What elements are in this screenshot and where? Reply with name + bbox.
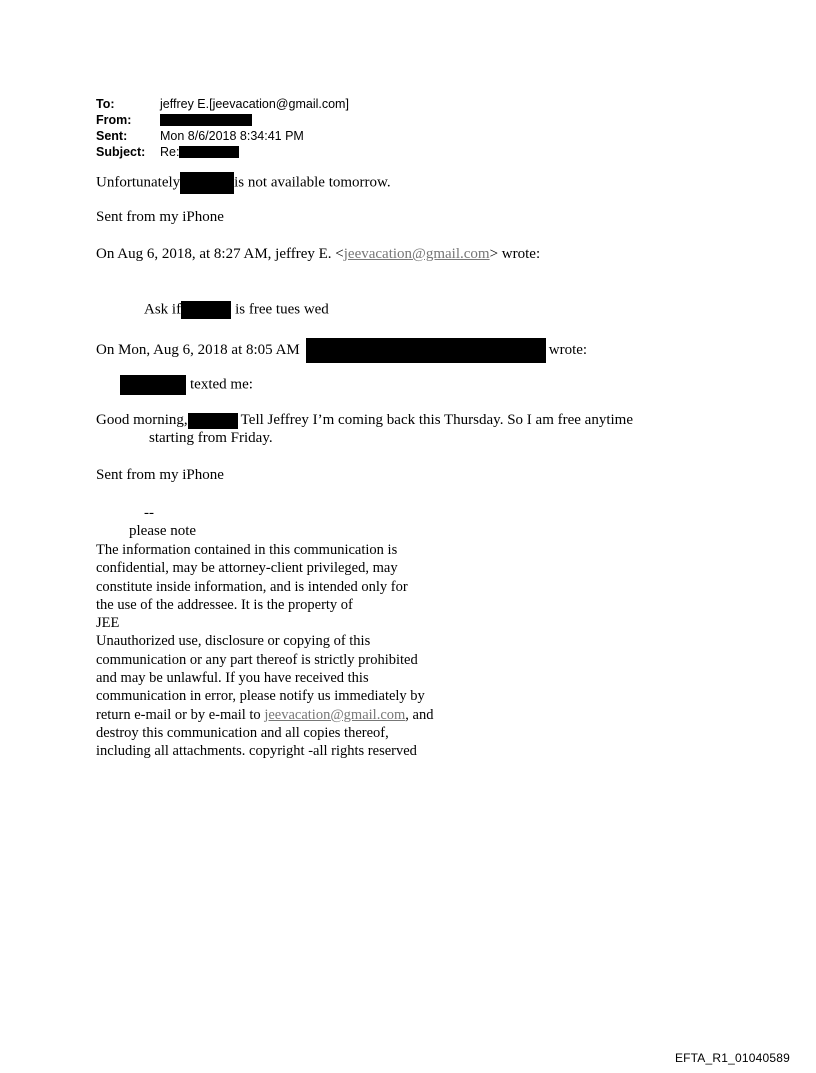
morning-line-cont: starting from Friday. <box>149 430 273 446</box>
sent-from-iphone-2: Sent from my iPhone <box>96 467 224 483</box>
email-header <box>96 96 349 160</box>
sent-label: Sent: <box>96 129 128 143</box>
disclaimer-line: The information contained in this communication is <box>96 542 398 558</box>
disclaimer-line: communication in error, please notify us immediately by <box>96 688 425 705</box>
return-text-b: , and <box>405 706 434 723</box>
disclaimer <box>96 541 433 761</box>
sent-row <box>96 128 349 144</box>
disclaimer-line: the use of the addressee. It is the property of <box>96 596 353 613</box>
line1-text-b: is not available tomorrow. <box>234 174 391 191</box>
from-row <box>96 112 349 128</box>
disclaimer-line: JEE <box>96 615 120 632</box>
redaction-subject <box>179 146 239 158</box>
signature-dash: -- <box>144 505 154 521</box>
ask-text-a: Ask if <box>144 301 182 318</box>
redaction-sender <box>306 338 546 363</box>
line1-text-a: Unfortunately <box>96 174 181 191</box>
quote1-text-b: > wrote: <box>489 246 541 262</box>
sent-from-iphone-1: Sent from my iPhone <box>96 209 224 225</box>
please-note: please note <box>129 523 197 539</box>
quote1-text-a: On Aug 6, 2018, at 8:27 AM, jeffrey E. < <box>96 246 344 262</box>
texted-text: texted me: <box>190 376 253 393</box>
sent-value: Mon 8/6/2018 8:34:41 PM <box>160 129 304 143</box>
quote-header-2 <box>96 338 587 363</box>
return-text-a: return e-mail or by e-mail to <box>96 706 265 723</box>
body-line-unavailable <box>96 172 391 194</box>
from-label: From: <box>96 113 132 127</box>
subject-row <box>96 144 349 160</box>
disclaimer-line: destroy this communication and all copies thereof, <box>96 724 389 741</box>
quote2-text-b: wrote: <box>548 341 588 358</box>
quote-header-1 <box>96 246 540 263</box>
to-label: To: <box>96 97 115 111</box>
redaction-name-4 <box>188 413 238 429</box>
disclaimer-line-return <box>96 706 433 724</box>
to-value: jeffrey E.[jeevacation@gmail.com] <box>160 97 349 111</box>
disclaimer-line: constitute inside information, and is intended only for <box>96 578 408 595</box>
disclaimer-line: communication or any part thereof is strictly prohibited <box>96 651 418 668</box>
subject-label: Subject: <box>96 145 146 159</box>
document-id: EFTA_R1_01040589 <box>674 1051 790 1065</box>
disclaimer-line: Unauthorized use, disclosure or copying of this <box>96 633 371 650</box>
redaction-from <box>160 114 252 126</box>
redaction-name-1 <box>180 172 234 194</box>
redaction-name-3 <box>120 375 186 395</box>
subject-value: Re: <box>160 145 180 159</box>
morning-text-b: Tell Jeffrey I’m coming back this Thursday. So I am free anytime <box>240 412 633 428</box>
to-row <box>96 96 349 112</box>
morning-text-a: Good morning, <box>96 412 188 428</box>
quote2-text-a: On Mon, Aug 6, 2018 at 8:05 AM <box>96 341 300 358</box>
disclaimer-email-link[interactable]: jeevacation@gmail.com <box>264 706 406 723</box>
disclaimer-line: including all attachments. copyright -all rights reserved <box>96 743 417 760</box>
texted-line <box>120 375 253 395</box>
redaction-name-2 <box>181 301 231 319</box>
quote1-email-link[interactable]: jeevacation@gmail.com <box>343 246 490 262</box>
ask-text-b: is free tues wed <box>235 301 329 318</box>
morning-line <box>96 412 633 429</box>
disclaimer-line: confidential, may be attorney-client privileged, may <box>96 560 398 577</box>
ask-line <box>144 301 329 319</box>
disclaimer-line: and may be unlawful. If you have received this <box>96 670 369 687</box>
